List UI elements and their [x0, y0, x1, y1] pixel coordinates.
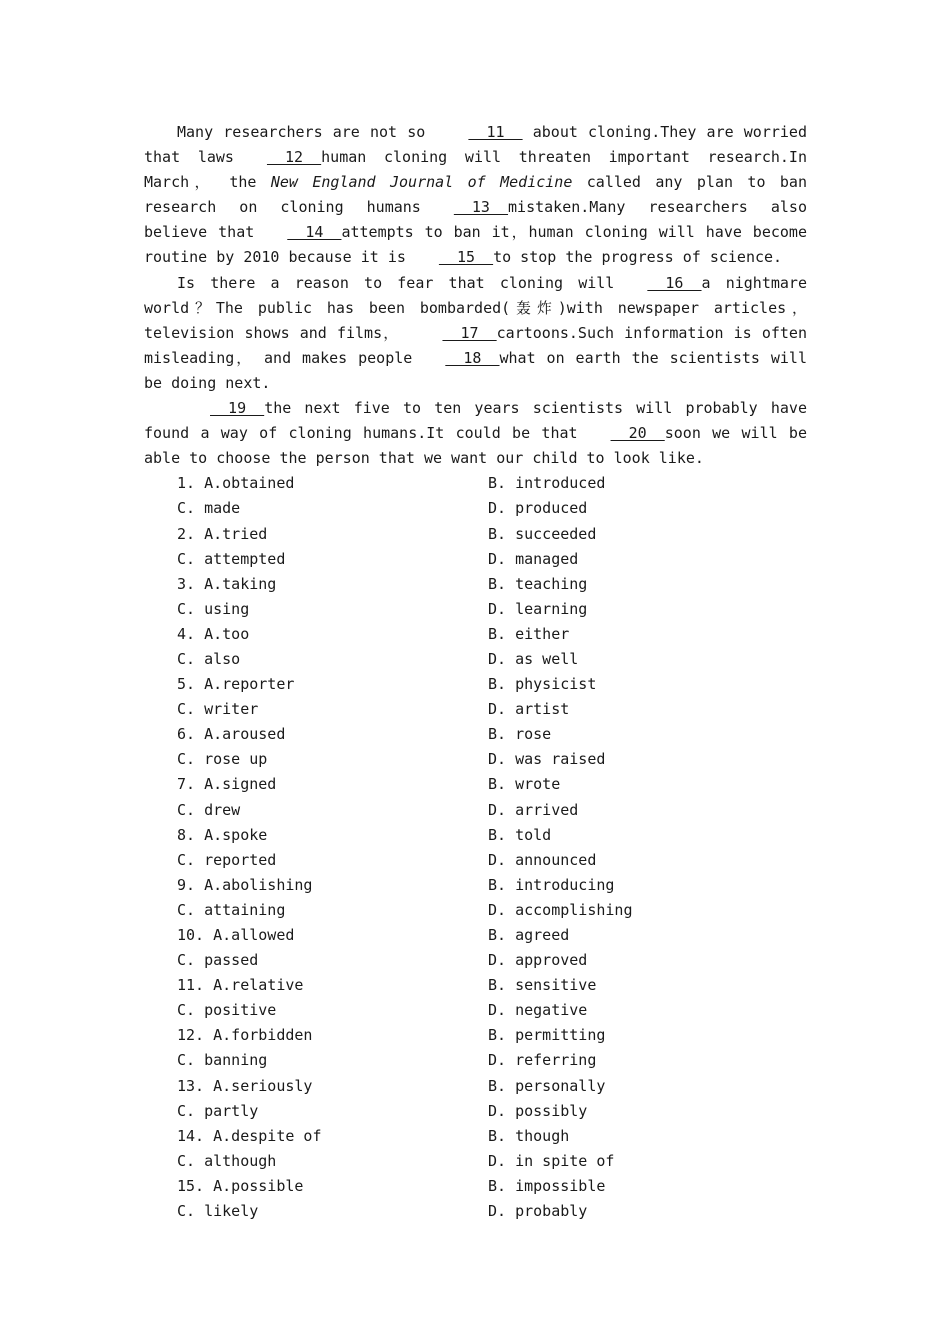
option-choice: 13. A.seriously [177, 1076, 313, 1095]
option-choice: B. introducing [488, 875, 615, 894]
passage-text: human cloning will threaten important research.In March， the [144, 148, 817, 192]
document-page [144, 120, 817, 1224]
option-choice: D. was raised [488, 750, 606, 769]
option-choice: 7. A.signed [177, 775, 277, 794]
passage-text: the next five to ten years scientists will probably have found a way of cloning humans.It could be that [144, 399, 817, 443]
passage-text: mistaken.Many researchers also believe that [144, 198, 817, 242]
answer-blank: 14 [287, 223, 342, 242]
option-choice: D. in spite of [488, 1151, 615, 1170]
option-row [144, 1174, 807, 1199]
option-choice: 10. A.allowed [177, 926, 295, 944]
option-choice: 14. A.despite of [177, 1126, 322, 1145]
option-choice: 9. A.abolishing [177, 875, 313, 894]
option-choice: 4. A.too [177, 624, 250, 643]
option-choice: B. permitting [488, 1026, 606, 1045]
passage-text: cartoons.Such information is often misleading， and makes people [144, 323, 817, 367]
option-choice: D. negative [488, 1001, 588, 1020]
answer-blank: 17 [442, 323, 497, 342]
option-choice: D. approved [488, 951, 588, 970]
option-choice: C. also [177, 649, 241, 668]
option-row [144, 722, 807, 747]
option-row [144, 647, 807, 672]
option-row [144, 697, 807, 722]
option-row [144, 1074, 807, 1099]
passage-paragraph-3 [144, 396, 817, 471]
option-row [144, 973, 807, 998]
passage-text: Many researchers are not so [177, 123, 436, 141]
option-choice: 8. A.spoke [177, 825, 268, 844]
passage-text: soon we will be able to choose the person that we want our child to look like. [144, 424, 817, 468]
option-choice: C. writer [177, 700, 259, 719]
option-choice: B. introduced [488, 474, 606, 493]
option-row [144, 471, 807, 496]
option-choice: D. arrived [488, 800, 579, 819]
answer-blank: 16 [647, 273, 702, 292]
answer-blank: 12 [266, 148, 322, 167]
option-choice: 11. A.relative [177, 976, 304, 995]
option-choice: C. positive [177, 1001, 277, 1020]
journal-title: New England Journal of Medicine [270, 173, 573, 192]
option-choice: B. physicist [488, 675, 597, 694]
option-choice: C. made [177, 499, 241, 518]
option-choice: C. passed [177, 951, 259, 970]
option-choice: D. as well [488, 649, 579, 668]
option-choice: 3. A.taking [177, 574, 277, 593]
option-choice: C. although [177, 1151, 277, 1170]
option-choice: 12. A.forbidden [177, 1026, 313, 1045]
option-choice: D. accomplishing [488, 900, 633, 919]
option-choice: 5. A.reporter [177, 675, 295, 694]
answer-blank: 20 [610, 424, 665, 443]
option-row [144, 1023, 807, 1048]
answer-blank: 19 [210, 399, 265, 418]
options-list [144, 471, 807, 1224]
option-row [144, 597, 807, 622]
option-row [144, 1149, 807, 1174]
option-choice: 6. A.aroused [177, 725, 286, 744]
option-choice: D. possibly [488, 1101, 588, 1120]
option-row [144, 622, 807, 647]
option-row [144, 1099, 807, 1124]
answer-blank: 13 [453, 198, 509, 217]
option-row [144, 1199, 807, 1224]
option-choice: B. impossible [488, 1176, 606, 1195]
option-choice: D. referring [488, 1051, 597, 1070]
option-row [144, 823, 807, 848]
passage-text: attempts to ban it，human cloning will have become routine by 2010 because it is [144, 223, 817, 267]
option-choice: B. told [488, 825, 552, 844]
passage-text: what on earth the scientists will be doing next. [144, 348, 817, 392]
option-choice: B. teaching [488, 574, 588, 593]
option-row [144, 898, 807, 923]
option-row [144, 496, 807, 521]
option-choice: C. banning [177, 1051, 268, 1070]
option-row [144, 798, 807, 823]
option-choice: C. likely [177, 1202, 259, 1221]
option-choice: 15. A.possible [177, 1176, 304, 1195]
option-choice: C. reported [177, 850, 277, 869]
option-choice: B. agreed [488, 926, 570, 944]
option-choice: C. drew [177, 800, 241, 819]
option-row [144, 547, 807, 572]
option-choice: B. wrote [488, 775, 561, 794]
passage-text: called any plan to ban research on cloning humans [144, 173, 817, 217]
option-row [144, 848, 807, 873]
option-choice: 1. A.obtained [177, 474, 295, 493]
option-row [144, 572, 807, 597]
answer-blank: 15 [438, 248, 494, 267]
option-choice: 2. A.tried [177, 524, 268, 543]
option-row [144, 672, 807, 697]
option-row [144, 1048, 807, 1073]
passage-text: Is there a reason to fear that cloning will [177, 273, 615, 292]
option-choice: B. succeeded [488, 524, 597, 543]
option-choice: D. managed [488, 549, 579, 568]
option-row [144, 1124, 807, 1149]
answer-blank: 11 [468, 123, 523, 141]
option-row [144, 998, 807, 1023]
option-choice: B. personally [488, 1076, 606, 1095]
passage-text: about cloning.They are worried that laws [144, 123, 817, 167]
option-row [144, 522, 807, 547]
option-row [144, 923, 807, 948]
answer-blank: 18 [445, 348, 500, 367]
option-choice: C. attempted [177, 549, 286, 568]
option-choice: D. produced [488, 499, 588, 518]
passage-paragraph-1 [144, 120, 817, 271]
option-row [144, 948, 807, 973]
option-row [144, 873, 807, 898]
option-choice: C. using [177, 599, 250, 618]
passage-text: a nightmare world？The public has been bombarded(轰炸)with newspaper articles，television shows and films， [144, 273, 817, 342]
passage-text: to stop the progress of science. [493, 248, 783, 267]
option-choice: B. rose [488, 725, 552, 744]
option-choice: D. artist [488, 700, 570, 719]
option-choice: B. sensitive [488, 976, 597, 995]
option-row [144, 747, 807, 772]
option-choice: B. either [488, 624, 570, 643]
option-choice: C. attaining [177, 900, 286, 919]
option-choice: D. learning [488, 599, 588, 618]
option-choice: D. announced [488, 850, 597, 869]
option-choice: C. partly [177, 1101, 259, 1120]
option-choice: C. rose up [177, 750, 268, 769]
option-row [144, 772, 807, 797]
option-choice: D. probably [488, 1202, 588, 1221]
option-choice: B. though [488, 1126, 570, 1145]
passage-paragraph-2 [144, 271, 817, 396]
